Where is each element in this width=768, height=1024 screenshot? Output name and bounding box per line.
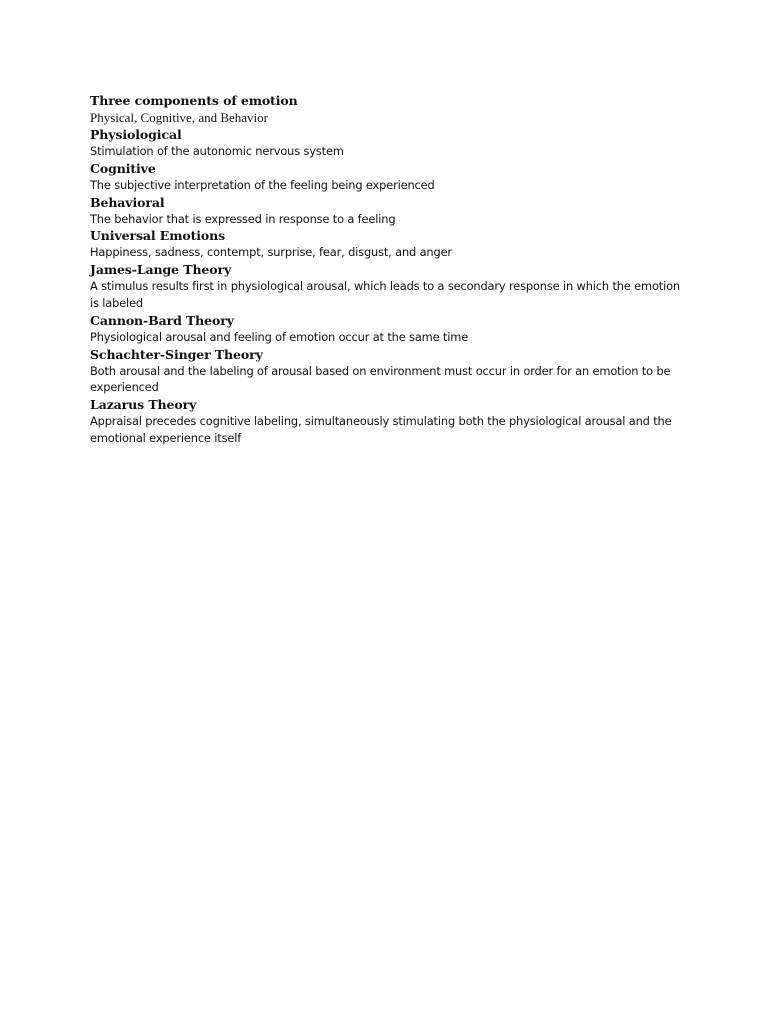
intro-heading: Three components of emotion (90, 93, 298, 108)
term-cannon-bard-theory: Cannon-Bard Theory (90, 312, 234, 328)
definition-lazarus-theory: Appraisal precedes cognitive labeling, simultaneously stimulating both the physiological arousal and the emotional experience itself (90, 414, 672, 445)
definition-james-lange-theory: A stimulus results first in physiological arousal, which leads to a secondary response in which the emotion is labeled (90, 279, 681, 310)
intro-text: Physical, Cognitive, and Behavior (90, 110, 269, 125)
document-content (90, 92, 680, 447)
term-physiological: Physiological (90, 127, 182, 142)
definition-universal-emotions: Happiness, sadness, contempt, surprise, fear, disgust, and anger (90, 245, 452, 260)
term-behavioral: Behavioral (90, 194, 165, 210)
term-schachter-singer-theory: Schachter-Singer Theory (90, 346, 263, 362)
term-universal-emotions: Universal Emotions (90, 228, 226, 244)
term-cognitive: Cognitive (90, 160, 156, 176)
term-james-lange-theory: James-Lange Theory (90, 262, 232, 278)
term-lazarus-theory: Lazarus Theory (90, 397, 197, 413)
definition-physiological: Stimulation of the autonomic nervous system (90, 144, 344, 158)
definition-cannon-bard-theory: Physiological arousal and feeling of emotion occur at the same time (90, 329, 469, 344)
definition-behavioral: The behavior that is expressed in response to a feeling (90, 211, 396, 226)
definition-cognitive: The subjective interpretation of the feeling being experienced (90, 177, 435, 192)
definition-schachter-singer-theory: Both arousal and the labeling of arousal based on environment must occur in order for an emotion to be experienced (90, 363, 671, 395)
